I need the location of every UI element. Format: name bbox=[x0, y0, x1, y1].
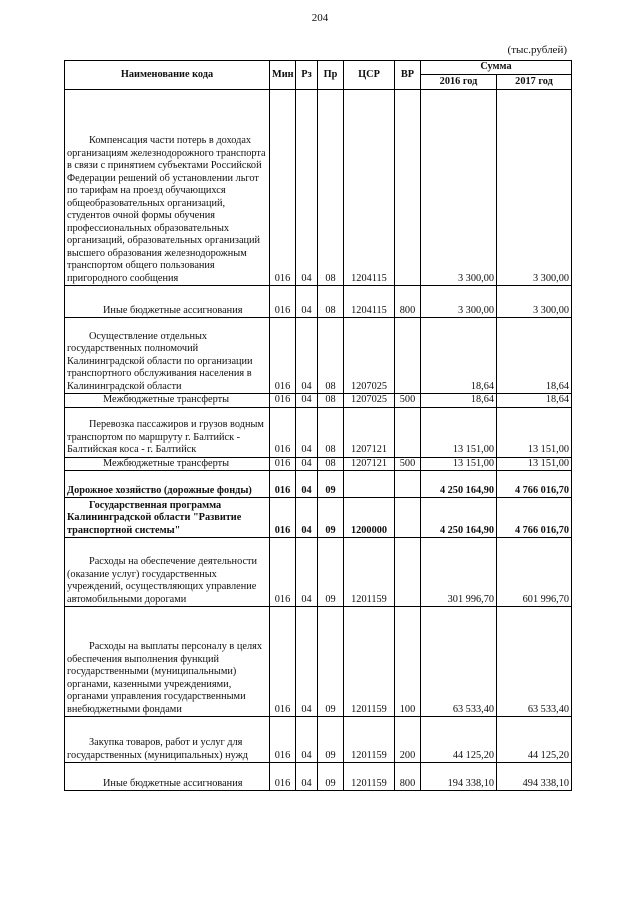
row-2016: 301 996,70 bbox=[421, 538, 497, 607]
row-2017: 63 533,40 bbox=[497, 607, 572, 717]
units-label: (тыс.рублей) bbox=[507, 44, 567, 56]
row-csr: 1207121 bbox=[344, 457, 395, 471]
header-rz: Рз bbox=[296, 61, 318, 90]
row-2017: 18,64 bbox=[497, 394, 572, 408]
row-pr: 08 bbox=[318, 457, 344, 471]
row-name: Расходы на выплаты персоналу в целях обеспечения выполнения функций государственными (муниципальными) органами, казенными учреждениями, органами управления государственными внебюджетными фондами bbox=[65, 607, 270, 717]
header-min: Мин bbox=[270, 61, 296, 90]
row-min: 016 bbox=[270, 498, 296, 538]
row-name: Компенсация части потерь в доходах организациям железнодорожного транспорта в связи с принятием субъектами Российской Федерации решений об установлении льгот по тарифам на проезд обучающихся общеобразовательных организаций, студентов очной формы обучения профессиональных образовательных организаций, образовательных организаций высшего образования железнодорожным транспортом общего пользования пригородного сообщения bbox=[65, 90, 270, 286]
row-pr: 09 bbox=[318, 717, 344, 763]
row-2016: 3 300,00 bbox=[421, 286, 497, 318]
row-rz: 04 bbox=[296, 763, 318, 791]
row-rz: 04 bbox=[296, 538, 318, 607]
row-vr: 800 bbox=[395, 763, 421, 791]
row-name: Расходы на обеспечение деятельности (оказание услуг) государственных учреждений, осуществляющих управление автомобильными дорогами bbox=[65, 538, 270, 607]
row-name: Иные бюджетные ассигнования bbox=[65, 286, 270, 318]
row-vr: 200 bbox=[395, 717, 421, 763]
row-2017: 18,64 bbox=[497, 318, 572, 394]
row-2017: 44 125,20 bbox=[497, 717, 572, 763]
page-number: 204 bbox=[311, 12, 329, 24]
row-rz: 04 bbox=[296, 407, 318, 457]
row-2016: 13 151,00 bbox=[421, 407, 497, 457]
header-pr: Пр bbox=[318, 61, 344, 90]
table-row bbox=[65, 407, 572, 457]
row-pr: 09 bbox=[318, 763, 344, 791]
row-2017: 601 996,70 bbox=[497, 538, 572, 607]
row-name: Государственная программа Калининградской области "Развитие транспортной системы" bbox=[65, 498, 270, 538]
row-pr: 09 bbox=[318, 471, 344, 498]
row-csr: 1200000 bbox=[344, 498, 395, 538]
row-2016: 3 300,00 bbox=[421, 90, 497, 286]
row-rz: 04 bbox=[296, 318, 318, 394]
row-rz: 04 bbox=[296, 498, 318, 538]
row-2017: 4 766 016,70 bbox=[497, 471, 572, 498]
row-name: Перевозка пассажиров и грузов водным транспортом по маршруту г. Балтийск - Балтийская коса - г. Балтийск bbox=[65, 407, 270, 457]
row-pr: 08 bbox=[318, 394, 344, 408]
row-min: 016 bbox=[270, 607, 296, 717]
row-csr: 1201159 bbox=[344, 607, 395, 717]
header-name: Наименование кода bbox=[65, 61, 270, 90]
row-rz: 04 bbox=[296, 90, 318, 286]
row-2016: 4 250 164,90 bbox=[421, 498, 497, 538]
table-row bbox=[65, 763, 572, 791]
row-2017: 3 300,00 bbox=[497, 90, 572, 286]
header-csr: ЦСР bbox=[344, 61, 395, 90]
row-2017: 3 300,00 bbox=[497, 286, 572, 318]
table-row bbox=[65, 457, 572, 471]
row-2017: 494 338,10 bbox=[497, 763, 572, 791]
row-vr: 100 bbox=[395, 607, 421, 717]
row-csr: 1207121 bbox=[344, 407, 395, 457]
table-row bbox=[65, 90, 572, 286]
row-csr: 1207025 bbox=[344, 394, 395, 408]
row-rz: 04 bbox=[296, 471, 318, 498]
table-row bbox=[65, 394, 572, 408]
row-min: 016 bbox=[270, 763, 296, 791]
row-2017: 13 151,00 bbox=[497, 407, 572, 457]
row-min: 016 bbox=[270, 471, 296, 498]
row-min: 016 bbox=[270, 90, 296, 286]
header-2017: 2017 год bbox=[497, 74, 572, 89]
row-pr: 09 bbox=[318, 607, 344, 717]
row-2017: 4 766 016,70 bbox=[497, 498, 572, 538]
budget-table bbox=[64, 60, 572, 791]
row-rz: 04 bbox=[296, 607, 318, 717]
row-min: 016 bbox=[270, 407, 296, 457]
row-name: Межбюджетные трансферты bbox=[65, 457, 270, 471]
row-vr bbox=[395, 498, 421, 538]
row-min: 016 bbox=[270, 318, 296, 394]
row-vr bbox=[395, 90, 421, 286]
row-2016: 44 125,20 bbox=[421, 717, 497, 763]
row-vr: 500 bbox=[395, 457, 421, 471]
row-pr: 08 bbox=[318, 286, 344, 318]
row-pr: 08 bbox=[318, 318, 344, 394]
row-name: Иные бюджетные ассигнования bbox=[65, 763, 270, 791]
row-csr: 1204115 bbox=[344, 286, 395, 318]
header-2016: 2016 год bbox=[421, 74, 497, 89]
row-min: 016 bbox=[270, 717, 296, 763]
row-pr: 08 bbox=[318, 407, 344, 457]
row-name: Закупка товаров, работ и услуг для государственных (муниципальных) нужд bbox=[65, 717, 270, 763]
header-vr: ВР bbox=[395, 61, 421, 90]
row-pr: 09 bbox=[318, 538, 344, 607]
row-csr bbox=[344, 471, 395, 498]
row-pr: 09 bbox=[318, 498, 344, 538]
row-min: 016 bbox=[270, 286, 296, 318]
row-csr: 1207025 bbox=[344, 318, 395, 394]
row-csr: 1201159 bbox=[344, 763, 395, 791]
row-2016: 18,64 bbox=[421, 394, 497, 408]
row-2017: 13 151,00 bbox=[497, 457, 572, 471]
row-vr bbox=[395, 538, 421, 607]
header-sum: Сумма bbox=[421, 61, 572, 75]
row-2016: 13 151,00 bbox=[421, 457, 497, 471]
row-name: Дорожное хозяйство (дорожные фонды) bbox=[65, 471, 270, 498]
table-row bbox=[65, 538, 572, 607]
table-row bbox=[65, 498, 572, 538]
row-csr: 1204115 bbox=[344, 90, 395, 286]
table-row bbox=[65, 717, 572, 763]
row-2016: 4 250 164,90 bbox=[421, 471, 497, 498]
row-min: 016 bbox=[270, 394, 296, 408]
row-rz: 04 bbox=[296, 286, 318, 318]
table-row bbox=[65, 286, 572, 318]
row-min: 016 bbox=[270, 457, 296, 471]
row-vr bbox=[395, 407, 421, 457]
row-vr bbox=[395, 318, 421, 394]
row-rz: 04 bbox=[296, 457, 318, 471]
row-2016: 194 338,10 bbox=[421, 763, 497, 791]
row-vr bbox=[395, 471, 421, 498]
row-2016: 18,64 bbox=[421, 318, 497, 394]
row-pr: 08 bbox=[318, 90, 344, 286]
row-min: 016 bbox=[270, 538, 296, 607]
row-csr: 1201159 bbox=[344, 538, 395, 607]
row-rz: 04 bbox=[296, 717, 318, 763]
table-row bbox=[65, 471, 572, 498]
row-vr: 800 bbox=[395, 286, 421, 318]
row-csr: 1201159 bbox=[344, 717, 395, 763]
row-name: Межбюджетные трансферты bbox=[65, 394, 270, 408]
row-rz: 04 bbox=[296, 394, 318, 408]
table-row bbox=[65, 607, 572, 717]
row-vr: 500 bbox=[395, 394, 421, 408]
table-row bbox=[65, 318, 572, 394]
row-name: Осуществление отдельных государственных полномочий Калининградской области по организации транспортного обслуживания населения в Калининградской области bbox=[65, 318, 270, 394]
row-2016: 63 533,40 bbox=[421, 607, 497, 717]
